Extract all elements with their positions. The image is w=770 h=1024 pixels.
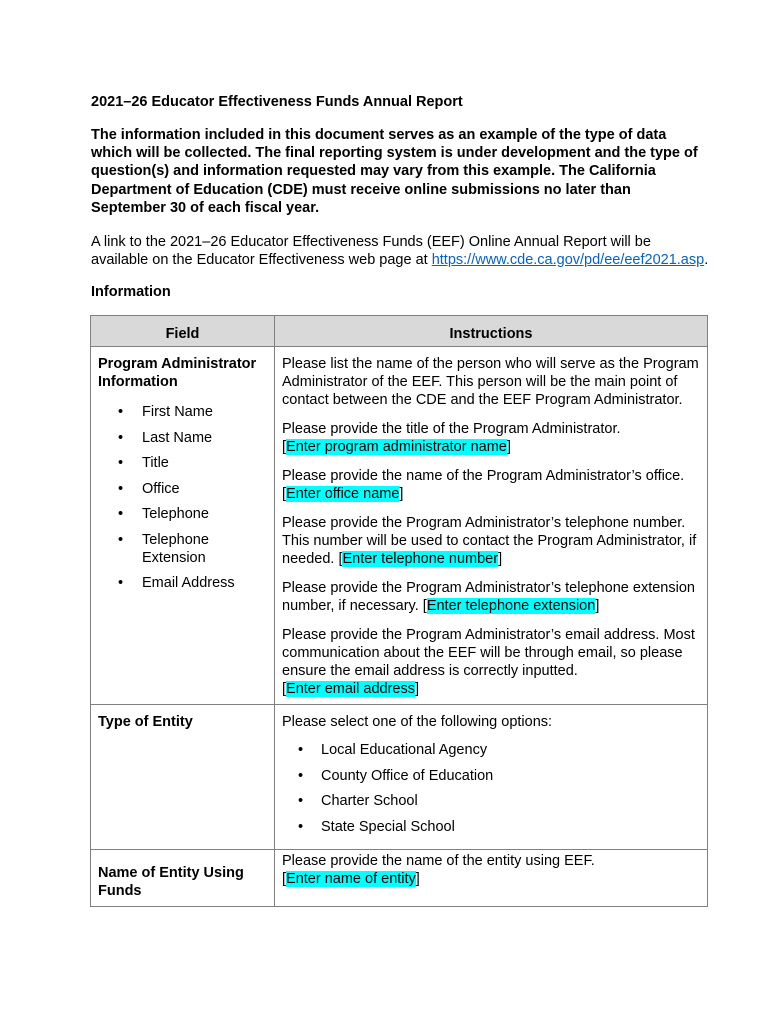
- list-item: • Email Address: [98, 574, 268, 592]
- list-item: • Telephone Extension: [98, 531, 268, 567]
- section-heading: Information: [91, 284, 171, 301]
- instruction-prompt: Please provide the name of the Program Administrator’s office.: [282, 468, 685, 485]
- list-item: • Office: [98, 480, 268, 498]
- instruction-prompt: Please provide the name of the entity using EEF.: [282, 853, 595, 870]
- table-header-row: [91, 316, 708, 347]
- list-item: • Title: [98, 454, 268, 472]
- list-item: • Telephone: [98, 505, 268, 523]
- entity-option[interactable]: • State Special School: [282, 818, 701, 836]
- table-row: [91, 347, 708, 705]
- entity-options-list: [282, 741, 701, 836]
- eef-web-link[interactable]: https://www.cde.ca.gov/pd/ee/eef2021.asp: [431, 252, 705, 269]
- intro-text: A link to the 2021–26 Educator Effectiveness Funds (EEF) Online Annual Report will be available on the Educator Effectiveness web page at: [91, 234, 651, 269]
- entity-option[interactable]: • County Office of Education: [282, 767, 701, 785]
- notice-paragraph: The information included in this document serves as an example of the type of data which will be collected. The final reporting system is under development and the type of question(s) and information requested may vary from this example. The California Department of Education (CDE) must receive online submissions no later than September 30 of each fiscal year.: [91, 127, 698, 216]
- field-label: Program Administrator Information: [98, 356, 257, 391]
- instruction-text: Please provide the title of the Program Administrator. [Enter program administrator name]: [282, 421, 621, 456]
- instructions-cell: [275, 347, 708, 705]
- office-name-field[interactable]: Enter office name: [286, 486, 400, 503]
- information-table: [90, 315, 708, 907]
- telephone-extension-field[interactable]: Enter telephone extension: [426, 598, 596, 615]
- instruction-text: Please list the name of the person who will serve as the Program Administrator of the EEF. This person will be the main point of contact between the CDE and the EEF Program Administrator.: [282, 356, 699, 409]
- intro-paragraph: [91, 233, 709, 269]
- document-page: [91, 93, 709, 907]
- instruction-prompt: Please provide the Program Administrator’s telephone extension number, if necessary.: [282, 580, 695, 615]
- instruction-text: Please provide the Program Administrator’s telephone extension number, if necessary. [Enter telephone extension]: [282, 580, 695, 615]
- intro-end: .: [704, 252, 709, 269]
- instructions-cell: [275, 705, 708, 850]
- email-field[interactable]: Enter email address: [286, 681, 415, 698]
- instruction-text: Please provide the Program Administrator’s email address. Most communication about the EEF will be through email, so please ensure the email address is correctly inputted. [Enter email address]: [282, 627, 695, 698]
- instruction-prompt: Please provide the title of the Program Administrator.: [282, 421, 621, 438]
- instruction-prompt: Please provide the Program Administrator’s email address. Most communication about the EEF will be through email, so please ensure the email address is correctly inputted.: [282, 627, 695, 680]
- instruction-text: Please provide the Program Administrator’s telephone number. This number will be used to contact the Program Administrator, if needed. [Enter telephone number]: [282, 515, 697, 568]
- instruction-text: Please provide the name of the entity using EEF. [Enter name of entity]: [282, 853, 595, 888]
- field-cell: [91, 347, 275, 705]
- instruction-text: Please provide the name of the Program Administrator’s office. [Enter office name]: [282, 468, 685, 503]
- document-title: 2021–26 Educator Effectiveness Funds Annual Report: [91, 94, 463, 110]
- entity-option[interactable]: • Charter School: [282, 792, 701, 810]
- field-cell: Type of Entity: [91, 705, 275, 850]
- table-row: [91, 705, 708, 850]
- header-field: Field: [91, 316, 275, 347]
- instructions-cell: [275, 850, 708, 907]
- instruction-prompt: Please provide the Program Administrator’s telephone number. This number will be used to contact the Program Administrator, if needed.: [282, 515, 697, 568]
- table-row: [91, 850, 708, 907]
- list-item: • Last Name: [98, 429, 268, 447]
- entity-option[interactable]: • Local Educational Agency: [282, 741, 701, 759]
- field-cell: Name of Entity Using Funds: [91, 850, 275, 907]
- header-instructions: Instructions: [275, 316, 708, 347]
- telephone-field[interactable]: Enter telephone number: [342, 551, 499, 568]
- instruction-prompt: Please select one of the following options:: [282, 714, 553, 731]
- entity-name-field[interactable]: Enter name of entity: [286, 871, 416, 888]
- field-list: [98, 403, 268, 592]
- admin-name-field[interactable]: Enter program administrator name: [286, 439, 507, 456]
- list-item: • First Name: [98, 403, 268, 421]
